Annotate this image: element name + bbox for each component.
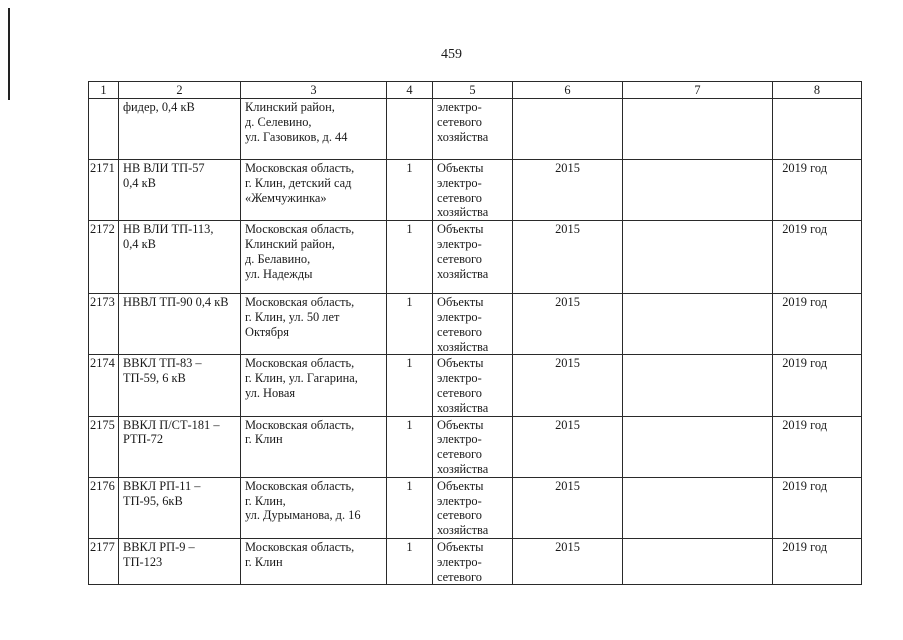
object-address	[241, 221, 387, 294]
object-category-line: электро-	[437, 493, 482, 508]
object-category-line: электро-	[437, 432, 482, 447]
object-category-line: Объекты	[437, 222, 484, 237]
column-header: 8	[773, 82, 862, 99]
object-name-line: ТП-59, 6 кВ	[123, 371, 186, 386]
object-category-line: Объекты	[437, 161, 484, 175]
row-number: 2176	[89, 477, 119, 538]
row-number: 2174	[89, 355, 119, 416]
object-address-line: Клинский район,	[245, 100, 335, 114]
object-address-line: Московская область,	[245, 295, 355, 310]
object-category-line: хозяйства	[437, 339, 489, 354]
object-address-line: Московская область,	[245, 356, 355, 371]
object-name-line: НВВЛ ТП-90 0,4 кВ	[123, 295, 229, 310]
column-header: 1	[89, 82, 119, 99]
column-header: 4	[387, 82, 433, 99]
object-address-line: ул. Новая	[245, 385, 296, 400]
column-7-value	[623, 355, 773, 416]
object-quantity: 1	[387, 294, 433, 355]
object-category	[433, 416, 513, 477]
row-number: 2171	[89, 160, 119, 221]
object-address	[241, 160, 387, 221]
column-header: 5	[433, 82, 513, 99]
column-7-value	[623, 99, 773, 160]
object-address-line: г. Клин, ул. 50 лет	[245, 309, 340, 324]
acquisition-year: 2015	[513, 355, 623, 416]
object-quantity	[387, 99, 433, 160]
row-number: 2172	[89, 221, 119, 294]
column-7-value	[623, 477, 773, 538]
object-address-line: «Жемчужинка»	[245, 190, 327, 205]
acquisition-year: 2015	[513, 477, 623, 538]
target-year: 2019 год	[773, 221, 862, 294]
object-category	[433, 160, 513, 221]
object-category-line: сетевого	[437, 324, 482, 339]
column-7-value	[623, 538, 773, 584]
column-header: 2	[119, 82, 241, 99]
object-category-line: электро-	[437, 175, 482, 190]
object-name	[119, 355, 241, 416]
object-category-line: хозяйства	[437, 129, 489, 144]
column-7-value	[623, 160, 773, 221]
object-category-line: сетевого	[437, 190, 482, 205]
object-address-line: ул. Надежды	[245, 266, 313, 281]
column-header: 6	[513, 82, 623, 99]
object-name-line: НВ ВЛИ ТП-57	[123, 161, 205, 175]
object-category-line: сетевого	[437, 385, 482, 400]
object-category-line: Объекты	[437, 356, 484, 371]
object-quantity: 1	[387, 538, 433, 584]
object-address-line: Московская область,	[245, 539, 355, 554]
object-address-line: д. Селевино,	[245, 114, 312, 129]
object-address	[241, 294, 387, 355]
object-category-line: электро-	[437, 100, 482, 114]
object-quantity: 1	[387, 160, 433, 221]
target-year: 2019 год	[773, 538, 862, 584]
object-name	[119, 416, 241, 477]
row-number: 2175	[89, 416, 119, 477]
object-address-line: Октября	[245, 324, 289, 339]
object-name-line: ВВКЛ РП-11 –	[123, 478, 201, 493]
table-row	[89, 294, 862, 355]
object-category-line: Объекты	[437, 417, 484, 432]
object-category-line: хозяйства	[437, 205, 489, 220]
column-7-value	[623, 416, 773, 477]
table-row	[89, 477, 862, 538]
object-name	[119, 99, 241, 160]
object-name-line: 0,4 кВ	[123, 175, 156, 190]
object-address	[241, 99, 387, 160]
column-7-value	[623, 221, 773, 294]
object-category	[433, 294, 513, 355]
object-quantity: 1	[387, 477, 433, 538]
row-number: 2173	[89, 294, 119, 355]
object-name-line: НВ ВЛИ ТП-113,	[123, 222, 214, 237]
object-address	[241, 416, 387, 477]
object-address-line: Московская область,	[245, 222, 355, 237]
table-row	[89, 99, 862, 160]
target-year: 2019 год	[773, 160, 862, 221]
object-name-line: ВВКЛ ТП-83 –	[123, 356, 202, 371]
target-year: 2019 год	[773, 355, 862, 416]
column-header: 3	[241, 82, 387, 99]
object-name-line: 0,4 кВ	[123, 236, 156, 251]
object-address-line: ул. Дурыманова, д. 16	[245, 508, 361, 523]
object-category-line: сетевого	[437, 569, 482, 584]
object-category-line: хозяйства	[437, 266, 489, 281]
object-category	[433, 221, 513, 294]
object-address-line: Московская область,	[245, 161, 355, 175]
object-category	[433, 355, 513, 416]
object-address-line: ул. Газовиков, д. 44	[245, 129, 348, 144]
object-address	[241, 355, 387, 416]
page-number: 459	[441, 47, 462, 62]
object-address	[241, 538, 387, 584]
object-category	[433, 538, 513, 584]
column-header: 7	[623, 82, 773, 99]
object-address	[241, 477, 387, 538]
object-category-line: хозяйства	[437, 400, 489, 415]
object-address-line: Московская область,	[245, 417, 355, 432]
object-category-line: Объекты	[437, 295, 484, 310]
table-row	[89, 221, 862, 294]
object-category	[433, 99, 513, 160]
object-address-line: г. Клин, детский сад	[245, 175, 352, 190]
object-address-line: г. Клин,	[245, 493, 286, 508]
object-category-line: сетевого	[437, 114, 482, 129]
object-category-line: электро-	[437, 309, 482, 324]
object-address-line: Московская область,	[245, 478, 355, 493]
register-table	[88, 81, 862, 585]
object-category-line: Объекты	[437, 539, 484, 554]
target-year	[773, 99, 862, 160]
object-name	[119, 477, 241, 538]
row-number: 2177	[89, 538, 119, 584]
object-quantity: 1	[387, 221, 433, 294]
object-category-line: сетевого	[437, 251, 482, 266]
object-category-line: сетевого	[437, 508, 482, 523]
object-category-line: электро-	[437, 554, 482, 569]
object-name	[119, 221, 241, 294]
acquisition-year: 2015	[513, 294, 623, 355]
table-header-row	[89, 82, 862, 99]
object-category-line: сетевого	[437, 447, 482, 462]
object-address-line: Клинский район,	[245, 236, 335, 251]
object-address-line: г. Клин, ул. Гагарина,	[245, 371, 358, 386]
acquisition-year	[513, 99, 623, 160]
target-year: 2019 год	[773, 416, 862, 477]
acquisition-year: 2015	[513, 416, 623, 477]
object-name-line: фидер, 0,4 кВ	[123, 100, 195, 114]
object-category-line: хозяйства	[437, 523, 489, 538]
object-name-line: ВВКЛ РП-9 –	[123, 539, 195, 554]
object-address-line: г. Клин	[245, 432, 283, 447]
acquisition-year: 2015	[513, 538, 623, 584]
object-name-line: ТП-95, 6кВ	[123, 493, 183, 508]
object-name-line: ВВКЛ П/СТ-181 –	[123, 417, 220, 432]
object-quantity: 1	[387, 355, 433, 416]
table-row	[89, 160, 862, 221]
target-year: 2019 год	[773, 477, 862, 538]
object-name-line: РТП-72	[123, 432, 164, 447]
object-name	[119, 294, 241, 355]
object-category-line: электро-	[437, 371, 482, 386]
table-row	[89, 416, 862, 477]
acquisition-year: 2015	[513, 221, 623, 294]
object-category-line: хозяйства	[437, 461, 489, 476]
row-number	[89, 99, 119, 160]
object-category-line: электро-	[437, 236, 482, 251]
object-address-line: д. Белавино,	[245, 251, 311, 266]
table-row	[89, 538, 862, 584]
object-name	[119, 538, 241, 584]
table-row	[89, 355, 862, 416]
target-year: 2019 год	[773, 294, 862, 355]
object-category-line: Объекты	[437, 478, 484, 493]
object-name	[119, 160, 241, 221]
column-7-value	[623, 294, 773, 355]
object-category	[433, 477, 513, 538]
object-address-line: г. Клин	[245, 554, 283, 569]
object-quantity: 1	[387, 416, 433, 477]
acquisition-year: 2015	[513, 160, 623, 221]
object-name-line: ТП-123	[123, 554, 163, 569]
